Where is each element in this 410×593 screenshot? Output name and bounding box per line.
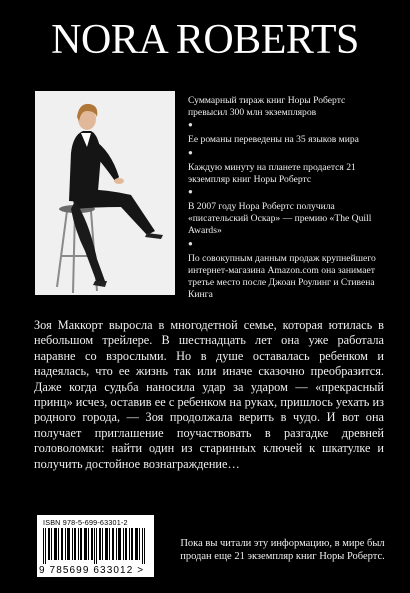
facts-list: [188, 95, 378, 305]
fact-text: Ее романы переведены на 35 языков мира: [188, 134, 359, 146]
bullet-icon: ●: [188, 238, 193, 248]
bullet-icon: ●: [188, 120, 193, 130]
fact-item: [188, 95, 378, 130]
fact-item: [188, 201, 378, 249]
closing-note: Пока вы читали эту информацию, в мире был продан еще 21 экземпляр книг Норы Робертс.: [180, 538, 385, 563]
fact-text: По совокупным данным продаж крупнейшего интернет-магазина Amazon.com она занимает третье место после Джоан Роулинг и Стивена Кинга: [188, 252, 376, 301]
barcode-bars-icon: [43, 528, 148, 564]
fact-text: Суммарный тираж книг Норы Робертс превысил 300 млн экземпляров: [188, 95, 346, 119]
fact-text: Каждую минуту на планете продается 21 экземпляр книг Норы Робертс: [188, 161, 356, 185]
fact-item: [188, 253, 378, 302]
author-name: NORA ROBERTS: [51, 17, 359, 63]
author-photo-illustration: [35, 91, 175, 295]
bullet-icon: ●: [188, 187, 193, 197]
barcode: [37, 515, 154, 577]
fact-item: [188, 134, 378, 157]
bullet-icon: ●: [188, 147, 193, 157]
barcode-digits: 9 785699 633012 >: [39, 565, 145, 576]
book-blurb: Зоя Маккорт выросла в многодетной семье, которая ютилась в небольшом трейлере. В шестнадцать лет она уже работала наравне со взрослыми. Но в душе оставалась ребенком и надеялась, что ее жизнь так или иначе сказочно преобразится. Даже когда судьба наносила удар за ударом — «прекрасный принц» исчез, оставив ее с ребенком на руках, пришлось уехать из родного города, — Зоя продолжала верить в чудо. И вот она получает приглашение поучаствовать в разгадке древней головоломки: найти один из старинных ключей к шкатулке и получить достойное вознаграждение…: [34, 318, 384, 471]
fact-text: В 2007 году Нора Робертс получила «писательский Оскар» — премию «The Quill Awards»: [188, 201, 372, 237]
author-photo: [35, 91, 175, 295]
isbn-label: ISBN 978-5-699-63301-2: [43, 518, 128, 527]
fact-item: [188, 162, 378, 197]
